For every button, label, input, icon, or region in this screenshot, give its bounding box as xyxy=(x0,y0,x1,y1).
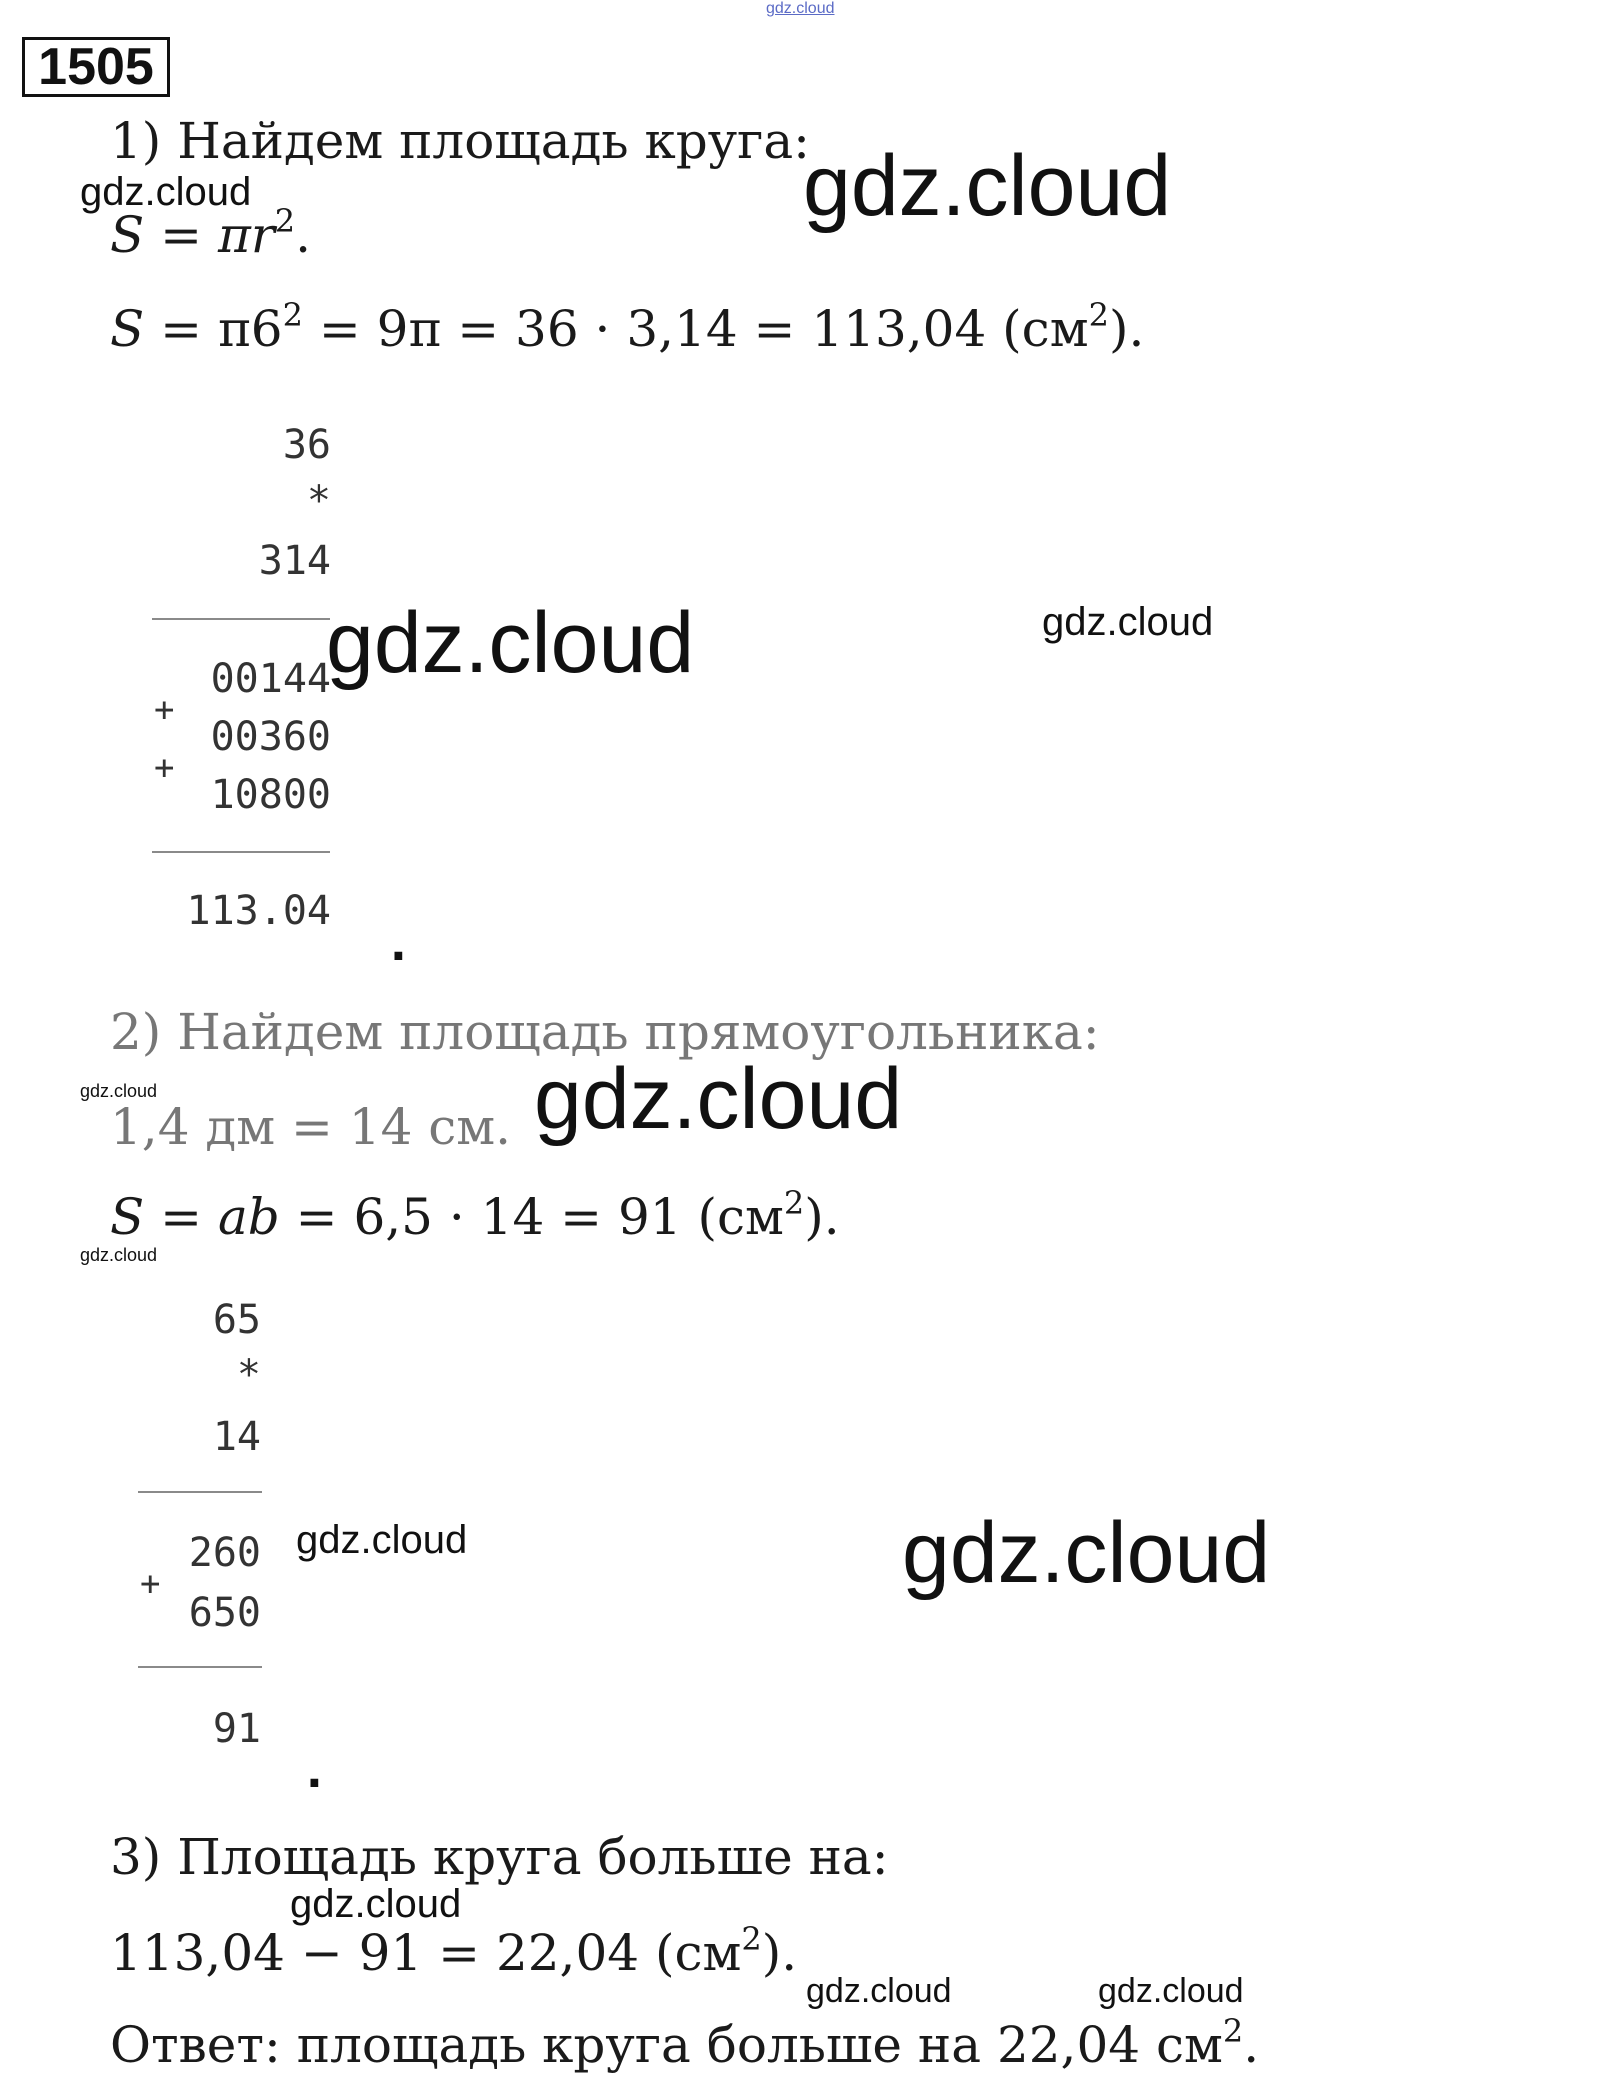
mult1-operator: * xyxy=(306,478,331,524)
watermark-9: gdz.cloud xyxy=(902,1505,1271,1601)
mult2-rule-bottom xyxy=(138,1666,262,1668)
top-watermark: gdz.cloud xyxy=(766,0,835,17)
watermark-10: gdz.cloud xyxy=(290,1882,462,1926)
mult1-rule-top xyxy=(152,618,330,620)
mult2-partial-2: 650 xyxy=(188,1590,261,1636)
mult1-plus-1: + xyxy=(154,690,175,730)
problem-number: 1505 xyxy=(22,37,170,97)
circle-area-calculation: $S = \pi 6^2 = 9\pi = 36 \cdot 3,14 = 113,04$ $(см^2)$. xyxy=(110,296,1145,358)
watermark-2: gdz.cloud xyxy=(803,138,1172,234)
mult2-operand-a: 65 xyxy=(212,1297,261,1343)
watermark-7: gdz.cloud xyxy=(80,1245,158,1265)
mult1-result: 113.04 xyxy=(186,888,331,934)
mult1-partial-2: 00360 xyxy=(210,714,331,760)
watermark-3: gdz.cloud xyxy=(326,595,695,691)
difference-calculation: 113,04 − 91 = 22,04 $(см^2)$. xyxy=(110,1920,798,1982)
watermark-5: gdz.cloud xyxy=(80,1081,158,1101)
watermark-8: gdz.cloud xyxy=(296,1518,468,1562)
section3-heading: 3) Площадь круга больше на: xyxy=(110,1828,889,1886)
mult2-rule-top xyxy=(138,1491,262,1493)
circle-area-formula: $S = \pi r^2$. xyxy=(110,202,311,264)
section1-heading: 1) Найдем площадь круга: xyxy=(110,112,811,170)
mult1-dot: . xyxy=(390,920,407,971)
mult2-plus: + xyxy=(140,1564,161,1604)
mult2-partial-1: 260 xyxy=(188,1530,261,1576)
mult1-plus-2: + xyxy=(154,748,175,788)
watermark-12: gdz.cloud xyxy=(1098,1972,1244,2010)
mult1-operand-b: 314 xyxy=(258,538,331,584)
watermark-1: gdz.cloud xyxy=(80,170,252,214)
answer-line: Ответ: площадь круга больше на 22,04 $см^2$. xyxy=(110,2012,1260,2074)
section2-heading: 2) Найдем площадь прямоугольника: xyxy=(110,1003,1100,1061)
mult1-partial-1: 00144 xyxy=(210,656,331,702)
watermark-4: gdz.cloud xyxy=(1042,600,1214,644)
watermark-6: gdz.cloud xyxy=(534,1051,903,1147)
mult2-dot: . xyxy=(306,1747,323,1798)
mult2-operand-b: 14 xyxy=(212,1414,261,1460)
mult1-partial-3: 10800 xyxy=(210,772,331,818)
mult1-rule-bottom xyxy=(152,851,330,853)
mult2-result: 91 xyxy=(212,1706,261,1752)
unit-conversion: 1,4 дм = 14 см. xyxy=(110,1098,512,1156)
watermark-11: gdz.cloud xyxy=(806,1972,952,2010)
rectangle-area-calculation: S = ab = 6,5 · 14 = 91 $(см^2)$. xyxy=(110,1184,840,1246)
mult1-operand-a: 36 xyxy=(282,422,331,468)
mult2-operator: * xyxy=(236,1352,261,1398)
